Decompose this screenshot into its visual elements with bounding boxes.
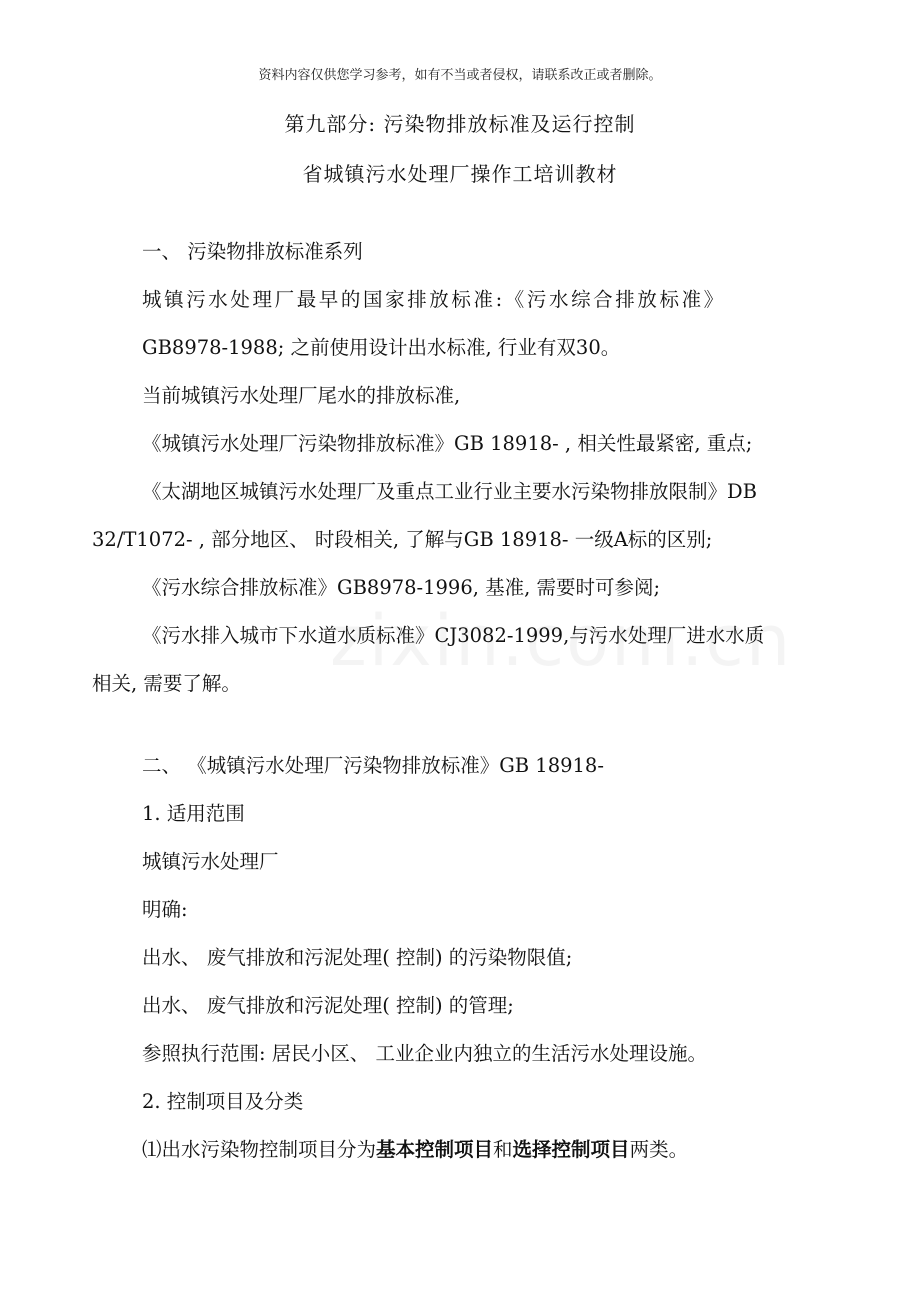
- paragraph-line: 《污水排入城市下水道水质标准》CJ3082-1999,与污水处理厂进水水质: [142, 624, 765, 647]
- bold-term-basic-control: 基本控制项目: [376, 1138, 494, 1161]
- document-subtitle: 省城镇污水处理厂操作工培训教材: [302, 162, 618, 186]
- paragraph-line: 当前城镇污水处理厂尾水的排放标准,: [142, 384, 461, 407]
- paragraph-line: 出水、 废气排放和污泥处理( 控制) 的管理;: [142, 994, 514, 1017]
- paragraph-line: 出水、 废气排放和污泥处理( 控制) 的污染物限值;: [142, 946, 573, 969]
- paragraph-line: 参照执行范围: 居民小区、 工业企业内独立的生活污水处理设施。: [142, 1042, 707, 1065]
- paragraph-line: 城镇污水处理厂: [142, 850, 279, 873]
- paragraph-line: 《太湖地区城镇污水处理厂及重点工业行业主要水污染物排放限制》DB: [142, 480, 757, 503]
- paragraph-line: 相关, 需要了解。: [92, 672, 241, 695]
- paragraph-line: 《城镇污水处理厂污染物排放标准》GB 18918- , 相关性最紧密, 重点;: [142, 432, 753, 455]
- disclaimer-header: 资料内容仅供您学习参考，如有不当或者侵权，请联系改正或者删除。: [258, 68, 662, 83]
- paragraph-line: GB8978-1988; 之前使用设计出水标准, 行业有双30。: [142, 336, 621, 359]
- subsection-heading: 1. 适用范围: [142, 802, 245, 825]
- line-suffix: 两类。: [629, 1138, 689, 1161]
- line-prefix: ⑴出水污染物控制项目分为: [142, 1138, 377, 1161]
- paragraph-line: 《污水综合排放标准》GB8978-1996, 基准, 需要时可参阅;: [142, 576, 661, 599]
- paragraph-line: 城镇污水处理厂最早的国家排放标准:《污水综合排放标准》: [142, 288, 726, 311]
- paragraph-line: [142, 1138, 688, 1161]
- paragraph-line: 明确:: [142, 898, 188, 921]
- line-conjunction: 和: [493, 1138, 513, 1161]
- bold-term-optional-control: 选择控制项目: [512, 1138, 630, 1161]
- section-1-heading: 一、 污染物排放标准系列: [142, 240, 363, 263]
- subsection-heading: 2. 控制项目及分类: [142, 1090, 304, 1113]
- paragraph-line: 32/T1072- , 部分地区、 时段相关, 了解与GB 18918- 一级A标的区别;: [92, 528, 713, 551]
- section-2-heading: 二、 《城镇污水处理厂污染物排放标准》GB 18918-: [142, 754, 604, 777]
- part-title: 第九部分: 污染物排放标准及运行控制: [284, 112, 636, 136]
